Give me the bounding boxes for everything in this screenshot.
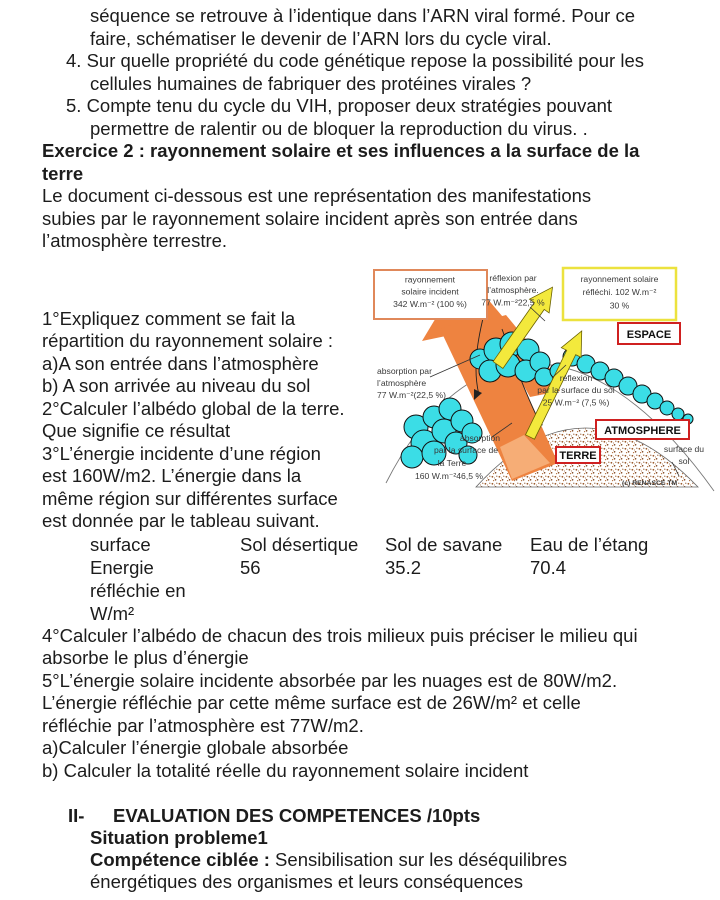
surface-reflection-label: par la surface du sol bbox=[537, 384, 615, 395]
question-line: est 160W/m2. L’énergie dans la bbox=[42, 465, 302, 486]
situation-label: Situation probleme1 bbox=[90, 827, 268, 848]
atmosphere-reflection-label: l’atmosphère. bbox=[487, 284, 539, 295]
competence-line bbox=[90, 849, 720, 871]
body-line: subies par le rayonnement solaire incident après son entrée dans bbox=[42, 207, 578, 229]
competence-line-2: énergétiques des organismes et leurs conséquences bbox=[90, 871, 523, 892]
body-line: 5°L’énergie solaire incidente absorbée par les nuages est de 80W/m2. bbox=[42, 669, 618, 691]
exercise2-heading bbox=[0, 140, 720, 185]
surface-sol-label: surface du bbox=[663, 443, 705, 454]
body-line: faire, schématiser le devenir de l’ARN lors du cycle viral. bbox=[90, 27, 552, 49]
reflected-label: réfléchi. 102 W.m⁻² bbox=[582, 286, 657, 297]
evaluation-title: EVALUATION DES COMPETENCES /10pts bbox=[113, 805, 481, 826]
espace-label: ESPACE bbox=[626, 328, 672, 341]
body-line: 4. Sur quelle propriété du code génétique repose la possibilité pour les bbox=[66, 50, 644, 71]
terre-absorption-label: 160 W.m⁻²46,5 % bbox=[414, 470, 484, 481]
reflected-label: 30 % bbox=[609, 300, 630, 310]
body-line: absorbe le plus d’énergie bbox=[42, 647, 249, 668]
list-item-4 bbox=[0, 50, 720, 95]
question-line: est donnée par le tableau suivant. bbox=[42, 510, 320, 531]
albedo-table bbox=[90, 533, 700, 625]
question-line: a)A son entrée dans l’atmosphère bbox=[42, 352, 319, 374]
incident-label: solaire incident bbox=[401, 286, 459, 296]
surface-reflection-label: 25 W.m⁻² (7,5 %) bbox=[542, 397, 610, 407]
heading-line: Exercice 2 : rayonnement solaire et ses influences a la surface de la bbox=[42, 140, 640, 161]
incident-label: rayonnement bbox=[404, 274, 456, 284]
question-line: Que signifie ce résultat bbox=[42, 420, 231, 441]
question-line: 2°Calculer l’albédo global de la terre. bbox=[42, 397, 345, 419]
atmosphere-absorption-label: 77 W.m⁻²(22,5 %) bbox=[377, 389, 447, 400]
competence-label: Compétence ciblée : bbox=[90, 849, 270, 870]
atmosphere-label: ATMOSPHERE bbox=[604, 424, 681, 437]
competence-text: Sensibilisation sur les déséquilibres bbox=[269, 849, 568, 870]
evaluation-title-line bbox=[68, 805, 720, 827]
body-line: cellules humaines de fabriquer des protéines virales ? bbox=[90, 72, 532, 94]
table-row-label-line: réfléchie en bbox=[90, 579, 186, 601]
incident-label: 342 W.m⁻² (100 %) bbox=[393, 298, 467, 309]
table-row-label-line: W/m² bbox=[90, 602, 135, 624]
question-5a: a)Calculer l’énergie globale absorbée bbox=[42, 737, 349, 758]
questions-column bbox=[42, 253, 382, 533]
table-row-label-line: Energie bbox=[90, 556, 154, 578]
table-header-etang: Eau de l’étang bbox=[530, 533, 649, 555]
table-value-savane: 35.2 bbox=[385, 556, 422, 578]
table-value-desert: 56 bbox=[240, 556, 261, 578]
exercise2-intro bbox=[0, 185, 720, 253]
body-line: 5. Compte tenu du cycle du VIH, proposer deux stratégies pouvant bbox=[66, 95, 613, 116]
table-value-etang: 70.4 bbox=[530, 556, 567, 578]
question-line: même région sur différentes surface bbox=[42, 487, 338, 509]
paragraph-item3-continuation bbox=[0, 0, 720, 50]
body-line: L’énergie réfléchie par cette même surface est de 26W/m² et celle bbox=[42, 692, 581, 713]
table-header-desert: Sol désertique bbox=[240, 533, 359, 555]
body-line: Le document ci-dessous est une représentation des manifestations bbox=[42, 185, 592, 206]
body-line: l’atmosphère terrestre. bbox=[42, 230, 228, 251]
heading-line: terre bbox=[42, 162, 84, 184]
body-line: séquence se retrouve à l’identique dans l’ARN viral formé. Pour ce bbox=[90, 5, 636, 26]
surface-sol-label: sol bbox=[678, 455, 690, 466]
evaluation-section bbox=[68, 805, 720, 893]
atmosphere-reflection-label: réflexion par bbox=[489, 272, 537, 283]
atmosphere-absorption-label: absorption par bbox=[377, 365, 432, 376]
question-line: 1°Expliquez comment se fait la bbox=[42, 307, 296, 329]
question-5 bbox=[0, 670, 720, 738]
body-line: 4°Calculer l’albédo de chacun des trois milieux puis préciser le milieu qui bbox=[42, 624, 638, 646]
body-line: réfléchie par l’atmosphère est 77W/m2. bbox=[42, 714, 364, 736]
surface-reflection-label: réflexion bbox=[559, 372, 593, 383]
question-4 bbox=[0, 625, 720, 670]
question-line: b) A son arrivée au niveau du sol bbox=[42, 375, 311, 396]
table-row-label bbox=[90, 556, 240, 625]
figure-text-wrap bbox=[0, 253, 720, 533]
question-line: répartition du rayonnement solaire : bbox=[42, 330, 334, 351]
reflected-label: rayonnement solaire bbox=[580, 273, 659, 284]
terre-absorption-label: la Terre bbox=[437, 457, 467, 468]
table-header-savane: Sol de savane bbox=[385, 533, 503, 555]
solar-radiation-diagram bbox=[372, 265, 720, 499]
atmosphere-absorption-label: l’atmosphère bbox=[377, 377, 427, 388]
terre-absorption-label: par la surface de bbox=[433, 444, 499, 455]
question-5b: b) Calculer la totalité réelle du rayonnement solaire incident bbox=[42, 759, 529, 781]
question-line: 3°L’énergie incidente d’une région bbox=[42, 442, 321, 464]
list-item-5 bbox=[0, 95, 720, 140]
terre-label: TERRE bbox=[559, 449, 597, 462]
terre-absorption-label: absorption bbox=[459, 432, 501, 443]
section-numeral: II- bbox=[68, 805, 85, 826]
atmosphere-reflection-label: 77 W.m⁻²22,5 % bbox=[481, 297, 545, 307]
figure-credit: (c) RENASCE TM bbox=[622, 479, 678, 487]
table-header-surface: surface bbox=[90, 533, 151, 555]
body-line: permettre de ralentir ou de bloquer la reproduction du virus. . bbox=[90, 117, 588, 139]
